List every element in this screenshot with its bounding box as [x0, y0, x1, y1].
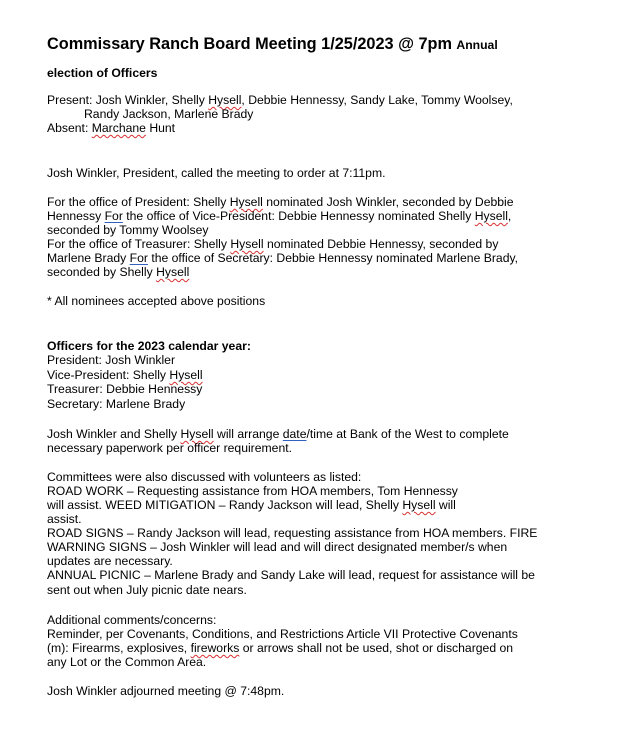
officer-secretary: Secretary: Marlene Brady — [47, 397, 186, 411]
called-to-order: Josh Winkler, President, called the meeting to order at 7:11pm. — [47, 166, 386, 180]
committee-fire-signs: WARNING SIGNS – Josh Winkler will lead and will direct designated member/s when — [47, 540, 508, 554]
officer-treasurer: Treasurer: Debbie Hennessy — [47, 382, 203, 396]
officer-vice-president: Vice-President: Shelly Hysell — [47, 368, 203, 382]
committee-picnic: ANNUAL PICNIC – Marlene Brady and Sandy Lake will lead, request for assistance will be — [47, 568, 535, 582]
nomination-line: For the office of Treasurer: Shelly Hysell nominated Debbie Hennessy, seconded by — [47, 237, 499, 251]
nomination-line: Marlene Brady For the office of Secretary: Debbie Hennessy nominated Marlene Brady, — [47, 251, 519, 265]
title-suffix: Annual — [456, 38, 498, 52]
nomination-line: Hennessy For the office of Vice-President: Debbie Hennessy nominated Shelly Hysell, — [47, 209, 512, 223]
comments-line: any Lot or the Common Area. — [47, 655, 207, 669]
committee-weed-mitigation: will assist. WEED MITIGATION – Randy Jackson will lead, Shelly Hysell will — [47, 498, 456, 512]
arrange-line-2: necessary paperwork per officer requirement. — [47, 441, 292, 455]
nomination-line: For the office of President: Shelly Hysell nominated Josh Winkler, seconded by Debbie — [47, 195, 514, 209]
committee-assist: assist. — [47, 512, 82, 526]
comments-heading: Additional comments/concerns: — [47, 613, 217, 627]
absent-line: Absent: Marchane Hunt — [47, 121, 176, 135]
nomination-line: seconded by Shelly Hysell — [47, 265, 190, 279]
nominees-note: * All nominees accepted above positions — [47, 294, 266, 308]
arrange-line: Josh Winkler and Shelly Hysell will arrange date/time at Bank of the West to complete — [47, 427, 509, 441]
officers-heading: Officers for the 2023 calendar year: — [47, 339, 251, 353]
adjourned-line: Josh Winkler adjourned meeting @ 7:48pm. — [47, 684, 285, 698]
present-line-2: Randy Jackson, Marlene Brady — [84, 107, 254, 121]
committee-picnic-2: sent out when July picnic date nears. — [47, 583, 247, 597]
committee-road-signs: ROAD SIGNS – Randy Jackson will lead, requesting assistance from HOA members. FIRE — [47, 526, 538, 540]
nomination-line: seconded by Tommy Woolsey — [47, 223, 209, 237]
comments-line: (m): Firearms, explosives, fireworks or arrows shall not be used, shot or discharged on — [47, 641, 514, 655]
present-line: Present: Josh Winkler, Shelly Hysell, Debbie Hennessy, Sandy Lake, Tommy Woolsey, — [47, 93, 513, 107]
committee-road-work: ROAD WORK – Requesting assistance from HOA members, Tom Hennessy — [47, 484, 458, 498]
committee-updates: updates are necessary. — [47, 554, 173, 568]
page-title — [47, 35, 498, 54]
title-main: Commissary Ranch Board Meeting 1/25/2023 @ 7pm — [47, 35, 452, 53]
subtitle: election of Officers — [47, 66, 158, 80]
officer-president: President: Josh Winkler — [47, 353, 176, 367]
committees-intro: Committees were also discussed with volunteers as listed: — [47, 470, 362, 484]
comments-line: Reminder, per Covenants, Conditions, and Restrictions Article VII Protective Covenants — [47, 627, 518, 641]
